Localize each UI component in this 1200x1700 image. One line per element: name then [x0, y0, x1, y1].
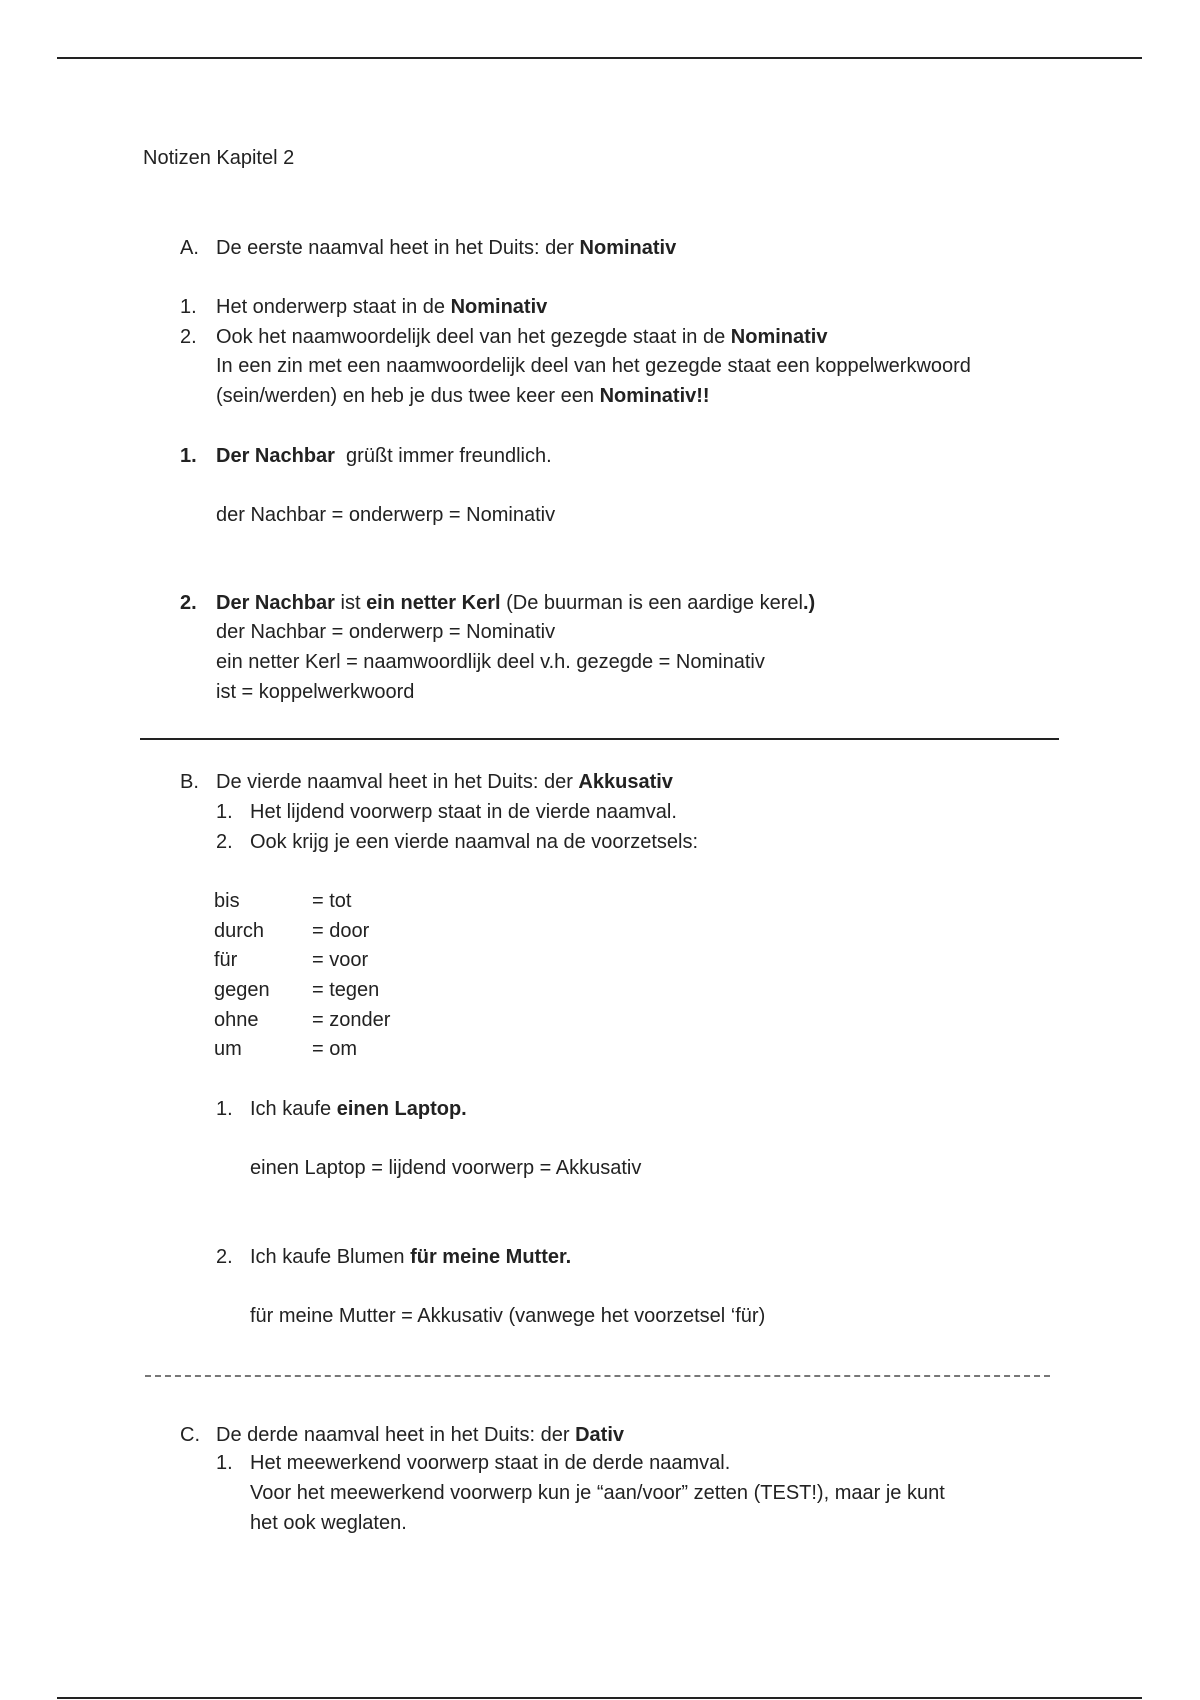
- section-a-heading: [216, 236, 676, 260]
- section-c-marker: C.: [180, 1424, 200, 1446]
- rule-a2-line3-text: (sein/werden) en heb je dus twee keer een: [216, 385, 600, 407]
- page-title: Notizen Kapitel 2: [143, 147, 295, 169]
- section-divider: [140, 738, 1059, 740]
- example-a1-bold: Der Nachbar: [216, 445, 335, 467]
- example-a2-explain-1: der Nachbar = onderwerp = Nominativ: [216, 621, 556, 643]
- example-a2-marker: 2.: [180, 592, 197, 614]
- example-b1-explain: einen Laptop = lijdend voorwerp = Akkusativ: [250, 1157, 642, 1179]
- dashed-divider: [145, 1375, 1050, 1377]
- preposition-nl: = tegen: [312, 979, 380, 1001]
- example-a2-bold2: ein netter Kerl: [366, 592, 501, 614]
- rule-a1-text: Het onderwerp staat in de: [216, 296, 451, 318]
- example-b2-explain: für meine Mutter = Akkusativ (vanwege het voorzetsel ‘für): [250, 1305, 766, 1327]
- rule-c1-line1: Het meewerkend voorwerp staat in de derde naamval.: [250, 1452, 731, 1474]
- preposition-de: durch: [214, 920, 265, 942]
- rule-b2-text: Ook krijg je een vierde naamval na de voorzetsels:: [250, 831, 699, 853]
- rule-a2-line3-bold: Nominativ!!: [599, 385, 710, 407]
- section-c-heading: [216, 1423, 624, 1447]
- example-a1-rest: grüßt immer freundlich.: [334, 445, 552, 467]
- preposition-nl: = tot: [312, 890, 352, 912]
- rule-a1: [216, 295, 547, 319]
- example-a2-explain-3: ist = koppelwerkwoord: [216, 681, 415, 703]
- section-b-heading-bold: Akkusativ: [578, 771, 673, 793]
- rule-a2: [216, 325, 827, 349]
- rule-a1-marker: 1.: [180, 296, 197, 318]
- preposition-de: gegen: [214, 979, 270, 1001]
- section-a-heading-text: De eerste naamval heet in het Duits: der: [216, 237, 580, 259]
- example-b2-marker: 2.: [216, 1246, 233, 1268]
- example-a2-bold3: .): [802, 592, 816, 614]
- top-rule: [57, 57, 1142, 59]
- example-a2-bold1: Der Nachbar: [216, 592, 335, 614]
- preposition-de: ohne: [214, 1009, 259, 1031]
- preposition-de: bis: [214, 890, 240, 912]
- section-c-heading-bold: Dativ: [575, 1424, 624, 1446]
- rule-a2-bold: Nominativ: [730, 326, 828, 348]
- example-b2-text: Ich kaufe Blumen: [250, 1246, 411, 1268]
- section-a-heading-bold: Nominativ: [579, 237, 677, 259]
- bottom-rule: [57, 1697, 1142, 1699]
- rule-a2-line2: In een zin met een naamwoordelijk deel van het gezegde staat een koppelwerkwoord: [216, 355, 971, 377]
- example-b1-marker: 1.: [216, 1098, 233, 1120]
- example-b2-sentence: [250, 1245, 571, 1269]
- example-b1-sentence: [250, 1097, 467, 1121]
- rule-a2-text: Ook het naamwoordelijk deel van het gezegde staat in de: [216, 326, 731, 348]
- rule-c1-line3: het ook weglaten.: [250, 1512, 407, 1534]
- rule-b2-marker: 2.: [216, 831, 233, 853]
- rule-a2-line3: [216, 384, 710, 408]
- preposition-nl: = voor: [312, 949, 369, 971]
- section-b-heading-text: De vierde naamval heet in het Duits: der: [216, 771, 579, 793]
- example-a1-explain: der Nachbar = onderwerp = Nominativ: [216, 504, 556, 526]
- section-a-marker: A.: [180, 237, 199, 259]
- rule-a2-marker: 2.: [180, 326, 197, 348]
- preposition-de: um: [214, 1038, 242, 1060]
- example-a2-explain-2: ein netter Kerl = naamwoordlijk deel v.h. gezegde = Nominativ: [216, 651, 765, 673]
- example-a2-sentence: [216, 591, 815, 615]
- rule-a1-bold: Nominativ: [450, 296, 548, 318]
- rule-c1-marker: 1.: [216, 1452, 233, 1474]
- preposition-nl: = zonder: [312, 1009, 391, 1031]
- section-b-marker: B.: [180, 771, 199, 793]
- example-b1-text: Ich kaufe: [250, 1098, 337, 1120]
- example-a1-sentence: [216, 444, 552, 468]
- section-c-heading-text: De derde naamval heet in het Duits: der: [216, 1424, 576, 1446]
- rule-b1-text: Het lijdend voorwerp staat in de vierde naamval.: [250, 801, 677, 823]
- example-a2-rest: (De buurman is een aardige kerel: [500, 592, 803, 614]
- preposition-nl: = door: [312, 920, 370, 942]
- example-a1-marker: 1.: [180, 445, 197, 467]
- rule-c1-line2: Voor het meewerkend voorwerp kun je “aan/voor” zetten (TEST!), maar je kunt: [250, 1482, 945, 1504]
- preposition-de: für: [214, 949, 238, 971]
- rule-b1-marker: 1.: [216, 801, 233, 823]
- example-b2-bold: für meine Mutter.: [410, 1246, 572, 1268]
- preposition-nl: = om: [312, 1038, 358, 1060]
- example-b1-bold: einen Laptop.: [336, 1098, 467, 1120]
- example-a2-mid: ist: [334, 592, 367, 614]
- section-b-heading: [216, 770, 673, 794]
